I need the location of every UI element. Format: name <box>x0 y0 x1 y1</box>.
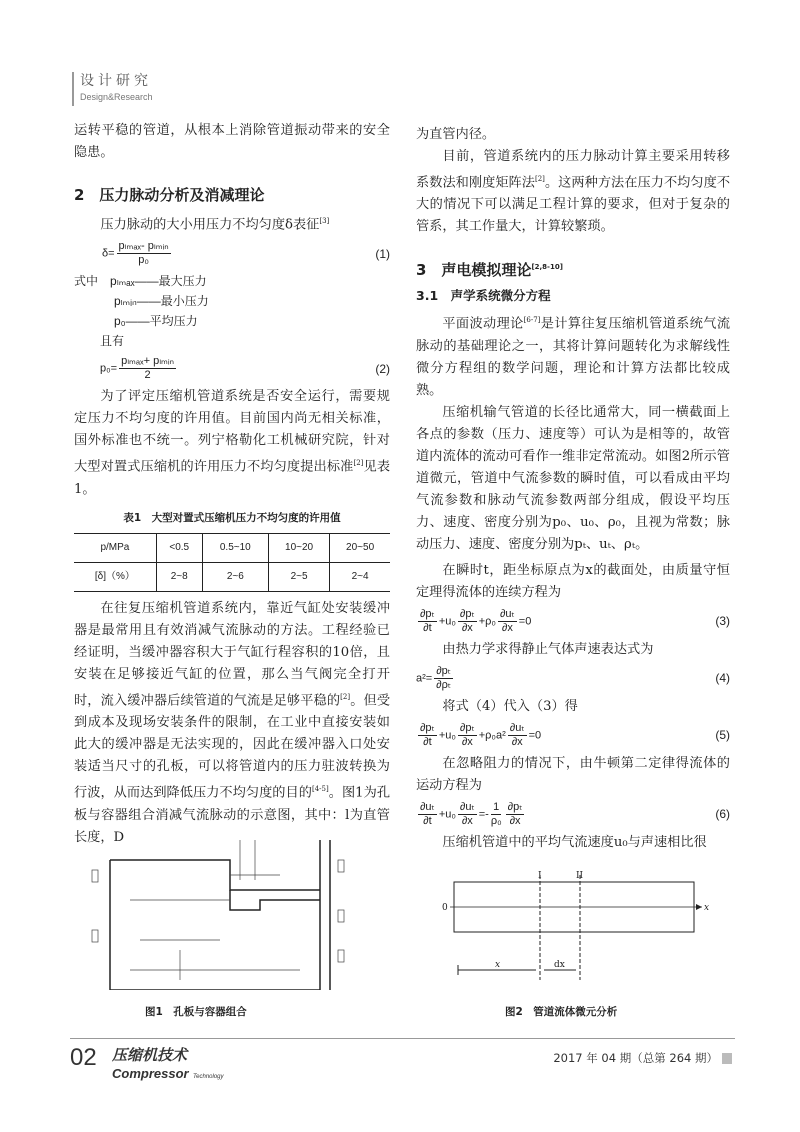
text: 平面波动理论 <box>442 316 524 332</box>
section-heading <box>416 256 730 281</box>
table-cell: 2~6 <box>202 562 268 591</box>
text: 。图1为孔板与容器组合消减气流脉动的示意图，其中：l为直管长度，D <box>74 785 391 845</box>
page-number: 02 <box>70 1044 97 1071</box>
equation-1 <box>74 240 390 267</box>
svg-text:0: 0 <box>442 903 448 913</box>
running-header <box>80 70 153 102</box>
equation-number: (4) <box>715 671 730 686</box>
logo-cn: 压缩机技术 <box>112 1047 188 1064</box>
text: 。但受到成本及现场安装条件的限制，在工业中直接安装如此大的缓冲器是无法实现的，因此在缓冲器入口处安装适当尺寸的孔板，可以将管道内的压力驻波转换为行波，从而达到降低压力不均匀度的目的 <box>74 693 391 801</box>
table-cell: 2~8 <box>156 562 202 591</box>
paragraph <box>74 598 390 849</box>
equation-number: (2) <box>375 361 390 376</box>
equation-number: (1) <box>375 246 390 261</box>
eq-lhs: δ= <box>102 247 115 260</box>
text: 3 声电模拟理论 <box>416 261 532 280</box>
text: 为了评定压缩机管道系统是否安全运行，需要规定压力不均匀度的许用值。目前国内尚无相关标准，国外标准也不统一。列宁格勒化工机械研究院，针对大型对置式压缩机的许用压力不均匀度提出标准 <box>74 389 390 475</box>
paragraph: 压缩机管道中的平均气流速度u₀与声速相比很 <box>442 834 707 850</box>
paragraph <box>74 386 390 500</box>
svg-text:dx: dx <box>554 960 565 970</box>
eq-lhs: p₀= <box>100 362 118 375</box>
svg-text:II: II <box>576 871 584 881</box>
figure-2-caption: 图2 管道流体微元分析 <box>505 1006 618 1018</box>
paragraph: 将式（4）代入（3）得 <box>442 698 578 714</box>
paragraph: 由热力学求得静止气体声速表达式为 <box>442 641 654 657</box>
table-1 <box>74 533 390 592</box>
paragraph: 压缩机输气管道的长径比通常大，同一横截面上各点的参数（压力、速度等）可认为是相等的，故管道内流体的流动可看作一维非定常流动。如图2所示管道微元，管道中气流参数的瞬时值，可以看成由平均气流参数和脉动气流参数两部分组成，假设平均压力、速度、密度分别为p₀、u₀、ρ₀，且视为常数；脉动压力、速度、密度分别为pₜ、uₜ、ρₜ。 <box>416 404 730 552</box>
def-item: pₗₘᵢₙ——最小压力 <box>114 294 209 309</box>
equation-number: (5) <box>715 728 730 743</box>
equation-6: $\frac{\text{∂uₜ}}{\partial t}$ +u₀ $\frac{\text{∂uₜ}}{\partial x}$ =- $\frac{1}{\text{ρ₀}}$ $\frac{\text{∂pₜ}}{\partial x}$ (6) <box>420 800 730 827</box>
equation-number: (6) <box>715 807 730 822</box>
paragraph: 运转平稳的管道，从根本上消除管道振动带来的安全隐患。 <box>74 123 390 160</box>
table-caption: 表1 大型对置式压缩机压力不均匀度的许用值 <box>123 511 341 524</box>
citation: [6-7] <box>523 316 541 325</box>
paragraph <box>74 210 390 236</box>
left-column <box>74 120 390 849</box>
paragraph <box>416 146 730 238</box>
svg-text:I: I <box>538 871 542 881</box>
citation: [3] <box>319 217 330 225</box>
citation: [2] <box>535 175 545 183</box>
header-cn: 设计研究 <box>80 73 152 89</box>
text: 是计算往复压缩机管道系统气流脉动的基础理论之一，其将计算问题转化为求解线性微分方程组的数学问题，理论和计算方法都比较成熟。 <box>416 316 731 398</box>
figure-2-diagram <box>440 870 710 990</box>
eq-den: p₀ <box>138 254 149 267</box>
text: 式中 <box>74 274 99 289</box>
table-cell: <0.5 <box>156 533 202 562</box>
equation-number: (3) <box>715 614 730 629</box>
table-cell: 2~4 <box>330 562 390 591</box>
equation-3: $\frac{\text{∂pₜ}}{\partial t}$ +u₀ $\frac{\text{∂pₜ}}{\partial x}$ +ρ₀ $\frac{\text{∂uₜ}}{\partial x}$ =0 (3) <box>420 607 730 634</box>
table-cell: 20~50 <box>330 533 390 562</box>
issue-text: 2017 年 04 期（总第 264 期） <box>553 1051 718 1065</box>
header-en: Design&Research <box>80 92 153 102</box>
right-column <box>416 124 730 854</box>
logo-en: Compressor <box>112 1066 189 1081</box>
eq-den: 2 <box>144 369 151 382</box>
table-cell: 2~5 <box>268 562 329 591</box>
def-item: p₀——平均压力 <box>114 314 198 329</box>
text: 目前，管道系统内的压力脉动计算主要采用转移系数法和刚度矩阵法 <box>416 149 730 191</box>
eq-num: pₗₘₐₓ- pₗₘᵢₙ <box>118 240 169 253</box>
table-cell: 0.5~10 <box>202 533 268 562</box>
text: 见表1。 <box>74 459 391 497</box>
def-item: pₗₘₐₓ——最大压力 <box>110 274 207 289</box>
text: 在往复压缩机管道系统内，靠近气缸处安装缓冲器是最常用且有效消减气流脉动的方法。工程经验已经证明，当缓冲器容积大于气缸行程容积的10倍，且安装在足够接近气缸的位置，那么当气阀完全打开时，流入缓冲器后续管道的气流是足够平稳的 <box>74 600 390 709</box>
svg-text:x: x <box>495 960 501 970</box>
paragraph: 在瞬时t，距坐标原点为x的截面处，由质量守恒定理得流体的连续方程为 <box>416 562 730 600</box>
subsection-heading: 3.1 声学系统微分方程 <box>416 288 551 304</box>
vessel-outline-top <box>110 860 320 890</box>
citation: [2] <box>340 692 351 701</box>
issue-info <box>553 1050 732 1066</box>
equation-5: $\frac{\text{∂pₜ}}{\partial t}$ +u₀ $\frac{\text{∂pₜ}}{\partial x}$ +ρ₀a² $\frac{\text{∂uₜ}}{\partial x}$ =0 (5) <box>420 721 730 748</box>
table-cell: p/MPa <box>74 533 156 562</box>
header-bar <box>72 72 74 106</box>
decor-block <box>722 1053 732 1064</box>
table-row <box>74 533 390 562</box>
table-row <box>74 562 390 591</box>
figure-1-caption: 图1 孔板与容器组合 <box>145 1006 247 1018</box>
paragraph: 为直管内径。 <box>416 127 496 142</box>
journal-logo <box>112 1044 224 1083</box>
logo-en-sub: Technology <box>193 1074 224 1080</box>
citation: [4-5] <box>311 785 329 794</box>
section-heading: 2 压力脉动分析及消减理论 <box>74 186 265 204</box>
citation: [2] <box>353 459 364 468</box>
equation-2 <box>74 355 390 382</box>
equation-4: a²= $\frac{\text{∂pₜ}}{\text{∂ρₜ}}$ (4) <box>416 664 730 691</box>
text: 且有 <box>100 334 125 349</box>
footer-rule <box>70 1038 735 1039</box>
table-cell: [δ]（%） <box>74 562 156 591</box>
paragraph <box>416 309 730 401</box>
eq-num: pₗₘₐₓ+ pₗₘᵢₙ <box>121 355 174 368</box>
figure-1-diagram <box>80 830 380 990</box>
text: 。这两种方法在压力不均匀度不大的情况下可以满足工程计算的要求，但对于复杂的管系，其工作量大，计算较繁琐。 <box>416 175 731 235</box>
text: 压力脉动的大小用压力不均匀度δ表征 <box>100 217 320 233</box>
definitions <box>74 271 390 351</box>
table-cell: 10~20 <box>268 533 329 562</box>
paragraph: 在忽略阻力的情况下，由牛顿第二定律得流体的运动方程为 <box>416 755 730 793</box>
citation: [2,8-10] <box>531 263 563 272</box>
svg-text:x: x <box>704 903 710 913</box>
